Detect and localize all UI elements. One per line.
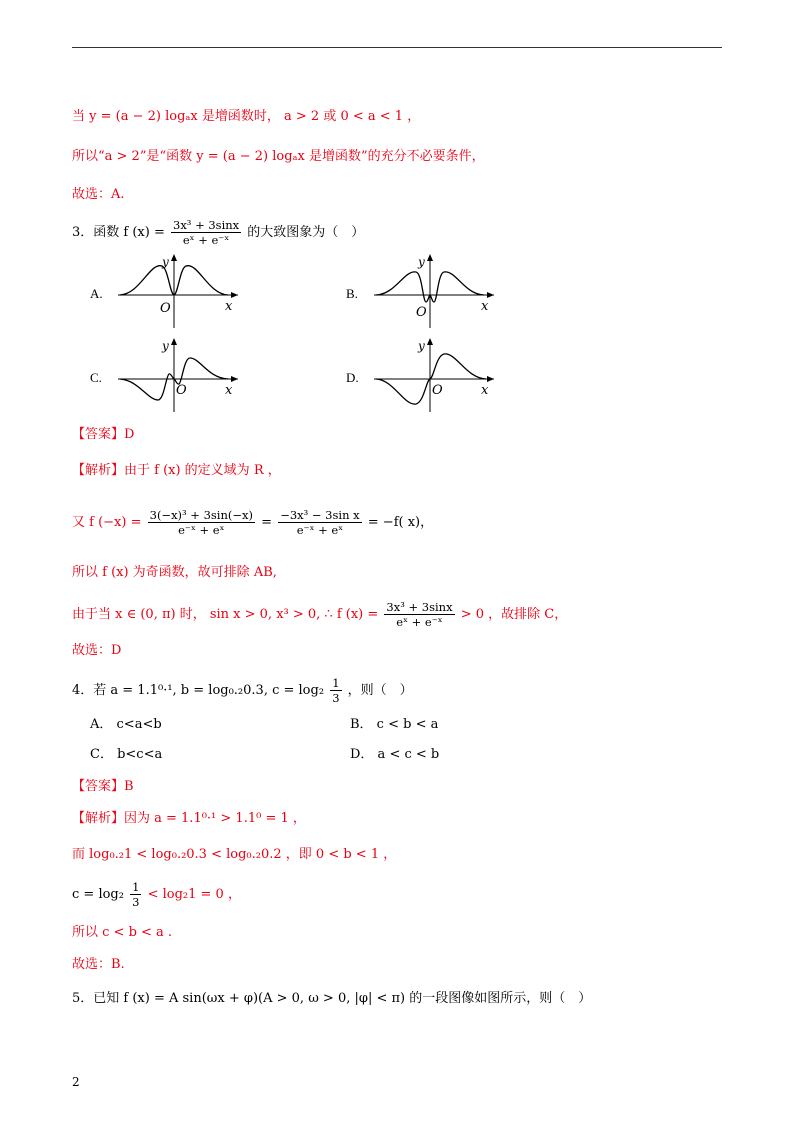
q4-den: 3 [332,691,340,705]
analysis-3-line-2 [72,508,433,538]
graph-d-origin: O [432,383,443,398]
graph-d-label: D. [346,370,359,385]
graph-b-origin: O [416,305,427,320]
answer-4: 【答案】B [72,779,134,794]
analysis-3-line-3: 所以 f (x) 为奇函数，故可排除 AB, [72,565,277,580]
analysis-3-line-1: 【解析】由于 f (x) 的定义域为 R ， [72,463,281,478]
ana4-3-prefix: c = log₂ [72,887,124,902]
analysis-3-line-5: 故选：D [72,643,122,658]
graph-a-origin: O [160,301,171,316]
graph-a-x: x [225,299,233,314]
ana3-2-num1: 3(−x)³ + 3sin(−x) [149,508,253,522]
graph-b-y: y [418,255,425,269]
ana3-2-mid: = [261,515,273,530]
q4-option-c: C． b<c<a [90,747,163,762]
analysis-4-line-2: 而 log₀.₂1 < log₀.₂0.3 < log₀.₂0.2 ，即 0 < b < 1 ， [72,847,397,862]
ana3-2-suffix: = −f( x)， [367,515,434,530]
analysis-line-1: 当 y = (a − 2) logₐx 是增函数时， a > 2 或 0 < a < 1 ， [72,109,421,124]
ana3-4-num: 3x³ + 3sinx [386,600,453,614]
ana3-2-den2: e⁻ˣ + eˣ [296,523,344,537]
q3-suffix: 的大致图象为（ ） [247,225,365,240]
analysis-4-line-3 [72,880,241,910]
q3-denominator: eˣ + e⁻ˣ [182,233,230,247]
ana3-4-den: eˣ + e⁻ˣ [396,615,443,629]
analysis-4-line-1: 【解析】因为 a = 1.1⁰·¹ > 1.1⁰ = 1 ， [72,811,306,826]
ana4-3-suffix: < log₂1 = 0 ， [147,887,241,902]
ana3-2-den1: e⁻ˣ + eˣ [178,523,225,537]
graph-b-x: x [481,299,489,314]
ana3-4-suffix: > 0 ，故排除 C， [460,607,568,622]
q3-numerator: 3x³ + 3sinx [173,218,240,232]
q3-prefix: 3．函数 f (x) = [72,225,165,240]
q4-option-a: A． c<a<b [90,717,162,732]
q4-fraction [330,676,341,705]
analysis-4-line-5: 故选：B. [72,957,125,972]
q3-fraction [171,218,241,247]
graph-option-a [90,252,250,332]
graph-a-label: A. [90,286,103,301]
graph-option-c [90,336,250,416]
question-4 [72,676,413,705]
graph-a-y: y [162,255,169,269]
graph-c-y: y [162,339,169,353]
answer-3: 【答案】D [72,427,135,442]
ana4-3-num: 1 [132,880,140,894]
question-3 [72,218,364,247]
choose-line-q2: 故选：A. [72,187,125,202]
ana3-4-prefix: 由于当 x ∈ (0, π) 时， sin x > 0, x³ > 0, ∴ f (x) = [72,607,379,622]
q4-option-b: B． c < b < a [350,717,439,732]
ana4-3-fraction [130,880,141,909]
graph-c-label: C. [90,370,102,385]
graph-c-origin: O [176,383,187,398]
graph-option-d [346,336,506,416]
q4-num: 1 [332,676,340,690]
ana3-2-fraction-1 [148,508,255,537]
ana3-4-fraction [384,600,454,629]
analysis-4-line-4: 所以 c < b < a . [72,925,173,940]
graph-d-y: y [418,339,425,353]
q4-suffix: ，则（ ） [347,683,413,698]
graph-c-x: x [225,383,233,398]
graph-b-label: B. [346,286,358,301]
analysis-3-line-4 [72,600,567,630]
q4-prefix: 4．若 a = 1.1⁰·¹, b = log₀.₂0.3, c = log₂ [72,683,325,698]
q4-option-d: D． a < c < b [350,747,440,762]
ana3-2-num2: −3x³ − 3sin x [280,508,360,522]
question-5: 5．已知 f (x) = A sin(ωx + φ)(A > 0, ω > 0, |φ| < π) 的一段图像如图所示，则（ ） [72,991,592,1006]
analysis-line-2: 所以“a > 2”是“函数 y = (a − 2) logₐx 是增函数”的充分不必要条件， [72,149,485,164]
graph-option-b [346,252,506,332]
graph-d-x: x [481,383,489,398]
ana3-2-fraction-2 [278,508,361,537]
ana3-2-prefix: 又 f (−x) = [72,515,142,530]
ana4-3-den: 3 [132,895,140,909]
header-rule [72,47,722,48]
page-number: 2 [72,1075,80,1089]
